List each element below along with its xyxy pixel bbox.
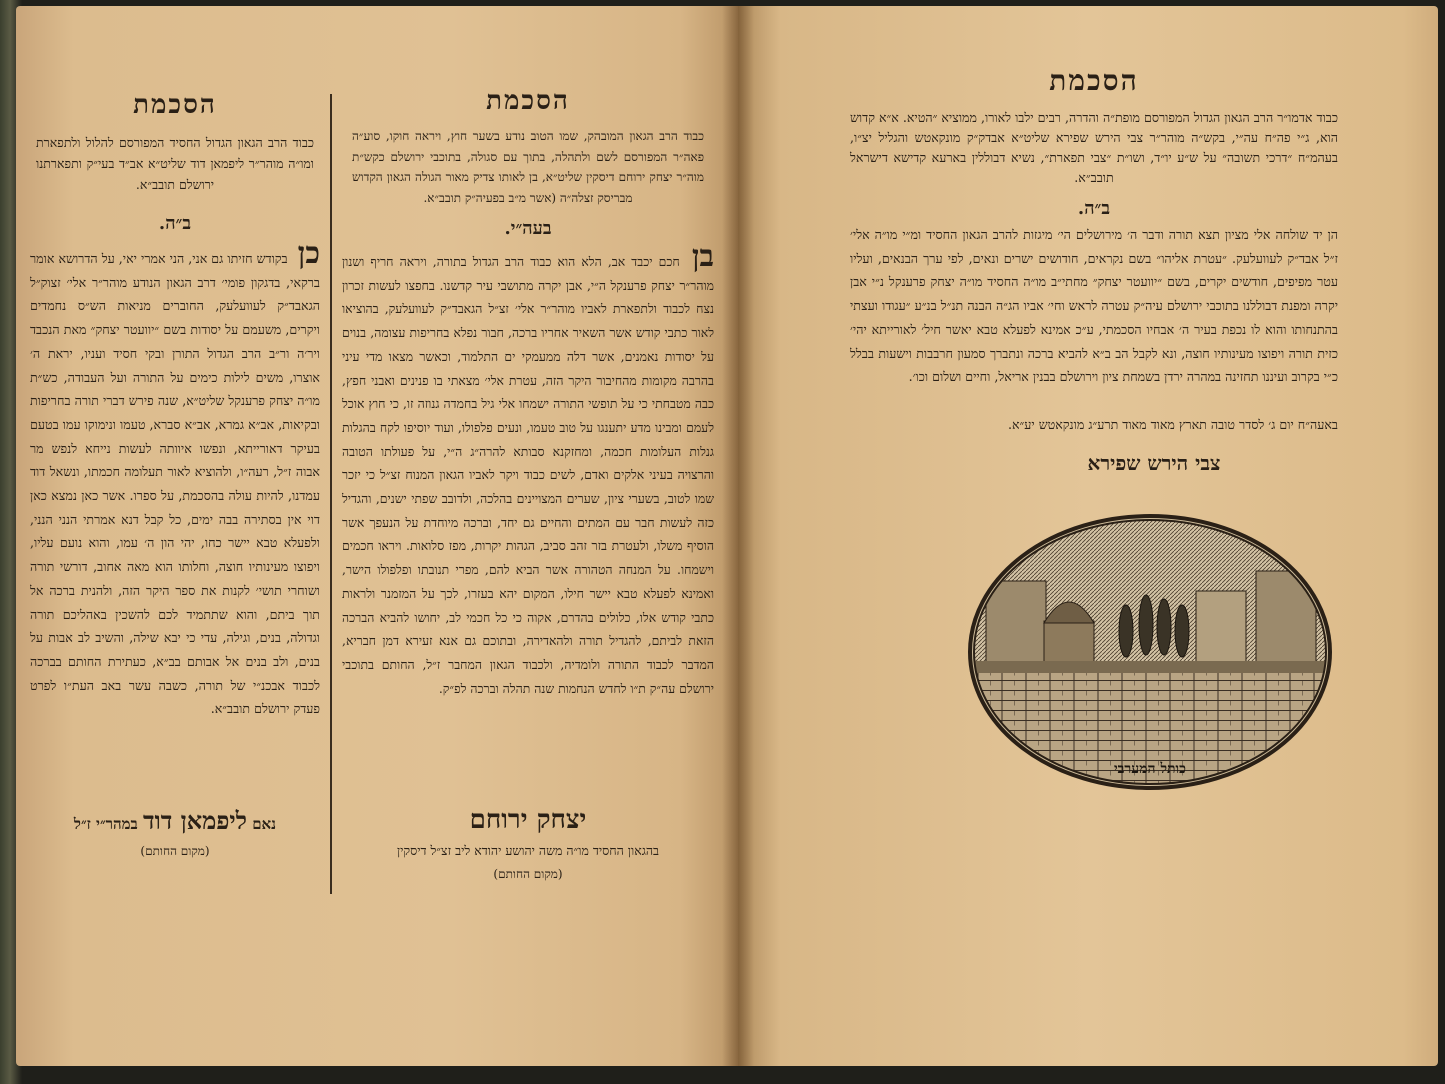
column-intro: כבוד הרב הגאון הגדול החסיד המפורסם להלול ולתפארת ומו״ה מוהר״ר ליפמאן דוד שליט״א אב״ד בעי״ק ותפארתנו ירושלם תובב״א.: [36, 135, 314, 192]
emblem-caption: כותל המערבי: [1114, 761, 1186, 777]
bh-marker: ב״ה.: [158, 213, 192, 234]
signature-lineage: בהגאון החסיד מו״ה משה יהושע יהודא ליב זצ״ל דיסקין: [396, 843, 660, 858]
western-wall-emblem: [966, 511, 1334, 793]
column-intro: כבוד הרב הגאון המובהק, שמו הטוב נודע בשער חוץ, ויראה חוקו, סוע״ה פאה״ר המפורסם לשם ולתהלה, בתוך עם סגולה, בתוכבי ירושלם כקש״ת מוה״ר יצחק ירוחם דיסקין שליט״א, בן לאותו צדיק מאור הגולה הגאון הקדוש מבריסק זצלה״ה (אשר מ״ב בפעיה״ק תובב״א.: [352, 129, 704, 205]
seal-place: (מקום החותם): [493, 867, 563, 881]
column-heading: הסכמת: [133, 90, 217, 120]
body-text: בקודש חזיתו גם אני, הני אמרי יאי, על הדרושא אומר ברקאי, בדגקון פומי׳ דרב הגאון הנודע מוהר״ר אלי׳ זצוק״ל הגאבד״ק לעוועלעק, החוברים מניאות הש״ס נחמדים ויקרים, משעמם על יסודות בשם ״יוועטר יצחק״ מאת הנכבד ויר׳ה ור״ב הרב הגדול התורן ובקי חסיד ועניו, יראת ה׳ אוצרו, משים לילות כימים על התורה ועל העבודה, כש״ת מו״ה יצחק פרענקל שליט״א, שנה פירש דברי תורה בחריפות ובקיאות, אב״א גמרא, אב״א סברא, טעמו ונימוקו עמו בטעם בעיקר דאורייתא, ונפשו איוותה לעשות נייחא לנפש מר אבוה ז״ל, רעה״ו, ולהוציא לאור תעלומה חכמתו, ונשאל דוד עמדנו, להיות עולה בהסכמת, על ספרו. אשר כאן נמצא כאן דוי אין בסתירה בבה ימים, כל קבל דנא אמרתי הנני הנני, ולפעלא טבא יישר כחו, יהי הון ה׳ עמו, והוא נועם עליו, ויפוצו מעינותיו חוצה, וחלותו הוא מאה אחוב, דורשי תורה ושוחרי תושי׳ לקנות את ספר היקר הזה, ולהנית ברכה אל תוך ביתם, והוא שתתמיד לכם להשכין באהליכם תורה וגדולה, בנים, וגילה, עדי כי יבא שילה, והשיב לב אבות על בנים, ולב בנים אל אבותם בב״א, כעתירת החותם בברכה לכבוד אבכנ״י של תורה, כשבה עשר באב העת״ו לפרט פעדק ירושלם תובב״א.: [30, 251, 320, 717]
column-body: [342, 247, 714, 787]
page-heading: הסכמת: [1049, 64, 1139, 97]
body-text: חכם יכבד אב, הלא הוא כבוד הרב הגדול בתורה, ויראה חריף ושנון מוהר״ר יצחק פרענקל ה״י, אבן יקרה מתושבי עיר קדשנו. בחפצו לעשות זכרון נצח לכבוד ולתפארת לאביו מוהר״ר אלי׳ זצ״ל הגאבד״ק לעוועלעק, בהוציאו לאור כתבי קודש אשר השאיר אחריו ברכה, חבור נפלא בחריפות עצומה, בנוים על יסודות נאמנים, אשר דלה ממעמקי ים התלמוד, וכאשר מצאו מדי עיני בהרבה מקומות מהחיבור היקר הזה, עטרת אלי׳ מצאתי בו פנינים ואבני חפץ, כבה מטבחתי כי על תופשי התורה ישמחו אלי גיל בחמדה גנוזה זו, כי חוץ אוכל לעמם ומבינו מדע יתענגו על טוב טעמו, ונעים פלפולו, ועוד יוסיפו לקח בהגלות גנלות העלומות חכמה, ומחזקנא סבותא להרה״ג ה״י, על פעולתו הטובה והרצויה בעיני אלקים ואדם, לשים כבוד ויקר לאביו הגאון המנוח זצ״ל כי יזכר שמו לטוב, בשערי ציון, שערים המצויינים בהלכה, ולדובב שפתי ישנים, והגדיל כזה לעשות חבר עם המתים והחיים גם יחד, וברכה מיוחדת על הנעפך אשר הוסיף משלו, ולעטרת בזר זהב סביב, הגהות יקרות, מפז סלואות. ויראו חכמים וישמחו. על המנחה הטהורה אשר הביא להם, מפרי תנובתו ופלפולו הישר, ואמינא לפעלא טבא יישר חילו, המקום יהא בעזרו, לכך על המזמנר ולראות כתבי קודש אלו, כלולים בהדרם, אקוה כי כל חכמי לב, יחושו להביא הברכה הזאת לביתם, להגדיל תורה ולהאדירה, ובתוכם גם אנא זעירא דמן חבריא, המדבר לכבוד התורה ולומדיה, ולכבוד הגאון המחבר ז״ל, החותם בתוכבי ירושלם עה״ק ת״ו לחדש הנחמות שנה תהלה וברכה לפ״ק.: [342, 254, 714, 696]
bh-marker: בעה״י.: [504, 218, 552, 239]
column-heading: הסכמת: [486, 86, 570, 116]
signature-suffix: במהר״י ז״ל: [73, 815, 138, 833]
signature: צבי הירש שפירא: [1087, 450, 1221, 475]
signature-name: ליפמאן דוד: [143, 806, 247, 835]
signature: [30, 806, 320, 836]
bh-marker: ב״ה.: [1077, 198, 1111, 219]
signature-prefix: נאם: [252, 815, 277, 833]
seal-place: (מקום החותם): [140, 844, 210, 858]
body-lead-word: כן: [297, 244, 320, 271]
approbation-inner-column: [342, 6, 714, 1066]
date-line: באעה״ח יום ג׳ לסדר טובה תארץ מאוד מאוד תרע״ג מונקאטש יע״א.: [1007, 417, 1338, 432]
signature-name: יצחק ירוחם: [469, 805, 587, 835]
page-body: הן יד שולחה אלי מציון תצא תורה ודבר ה׳ מירושלים הי׳ מיגזות להרב הגאון החסיד ומ״י מו״ה אלי׳ ז״ל אבד״ק לעוועלעק. ״עטרת אליהו״ בשם נקראים, חודושים ישרים ונאים, לפי ערך הבנאים, ועליו עטר מפיפים, חודשים יקרים, בשם ״יוועטר יצחק״ מחתי״ב מו״ה החסיד מו״ה יצחק פרענקל נ״י אבן יקרה ומפנת דבוללנו בתוכבי ירושלם עיה״ק עטרה לראש וחי׳ אביו הג״ה הבנה תנ״ל בנ״ע ״עגודו ועצתי בהתנחותו והוא לו נכפת בעיר ה׳ אבחיו הסכמתי, ע״כ אמינא לפעלא טבא יאשר חיל׳ לאורייתא יהי׳ כזית תורה ויפוצו מעינותיו חוצה, ונא לקבל הב ב״א להביא ברכה ונתברך סמעון חרבבות וישעות בבלל כ״י בקרוב ועיננו תחזינה במהרה ירדן בשמחת ציון וירושלם בבנין אריאל, וחיים ושלום וכו׳.: [850, 227, 1338, 385]
column-divider: [330, 94, 332, 894]
body-lead-word: בן: [691, 247, 714, 274]
column-body: [30, 244, 320, 784]
left-page: [16, 6, 738, 1066]
page-intro: כבוד אדמו״ר הרב הגאון הגדול המפורסם מופת״ה והדרה, רבים ילבו לאורו, ממוציא ״הטיא. א״א קדוש הוא, ג״י פה״ח עה״י, בקש״ה מוהר״ר צבי הירש שפירא שליט״א אבדק״ק מונקאטש והגליל יצ״ו, בעהמ״ח ״דרכי תשובה״ על ש״ע יו״ד, ושו״ת ״צבי תפארת״, נשיא דבוללין בארעא קדישא דישראל תובב״א.: [850, 110, 1338, 185]
right-page: [738, 6, 1438, 1066]
approbation-outer-column: [30, 6, 320, 1066]
